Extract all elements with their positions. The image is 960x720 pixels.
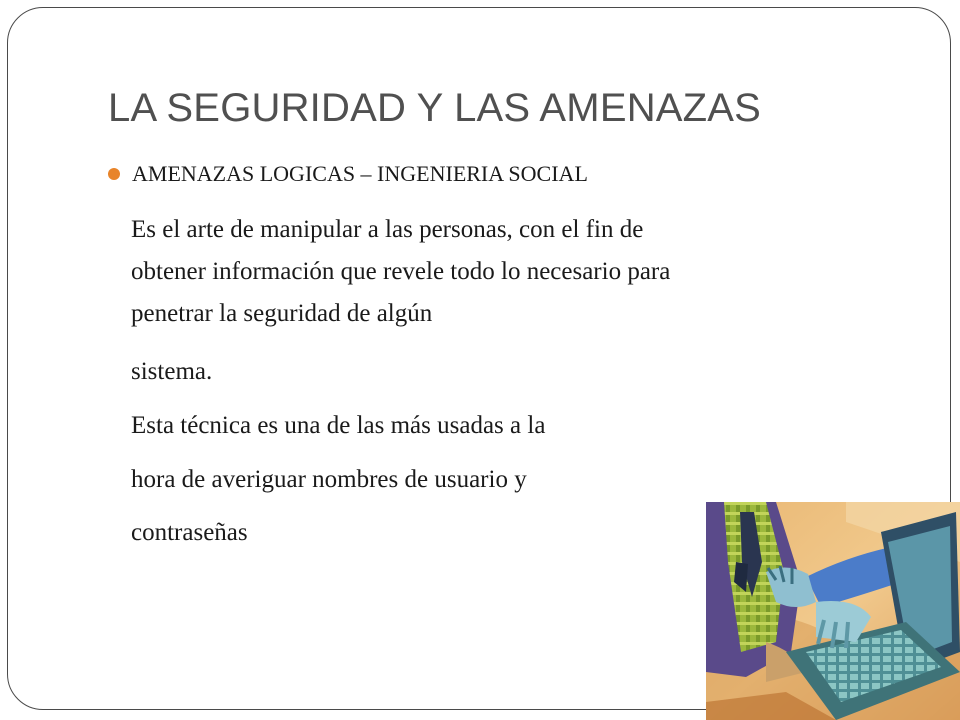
paragraph-line: Esta técnica es una de las más usadas a la — [131, 412, 546, 439]
bullet-item — [108, 161, 588, 187]
paragraph-line: Es el arte de manipular a las personas, con el fin de — [131, 216, 644, 243]
paragraph-line: sistema. — [131, 358, 213, 385]
paragraph-line: penetrar la seguridad de algún — [131, 300, 433, 327]
paragraph-line: contraseñas — [131, 519, 248, 546]
hand-reaching-out-of-laptop-illustration — [706, 502, 960, 720]
paragraph-line: hora de averiguar nombres de usuario y — [131, 466, 527, 493]
bullet-text: AMENAZAS LOGICAS – INGENIERIA SOCIAL — [132, 161, 588, 186]
paragraph-line: obtener información que revele todo lo necesario para — [131, 258, 671, 285]
slide-title: LA SEGURIDAD Y LAS AMENAZAS — [108, 86, 762, 130]
bullet-dot-icon — [108, 168, 120, 180]
